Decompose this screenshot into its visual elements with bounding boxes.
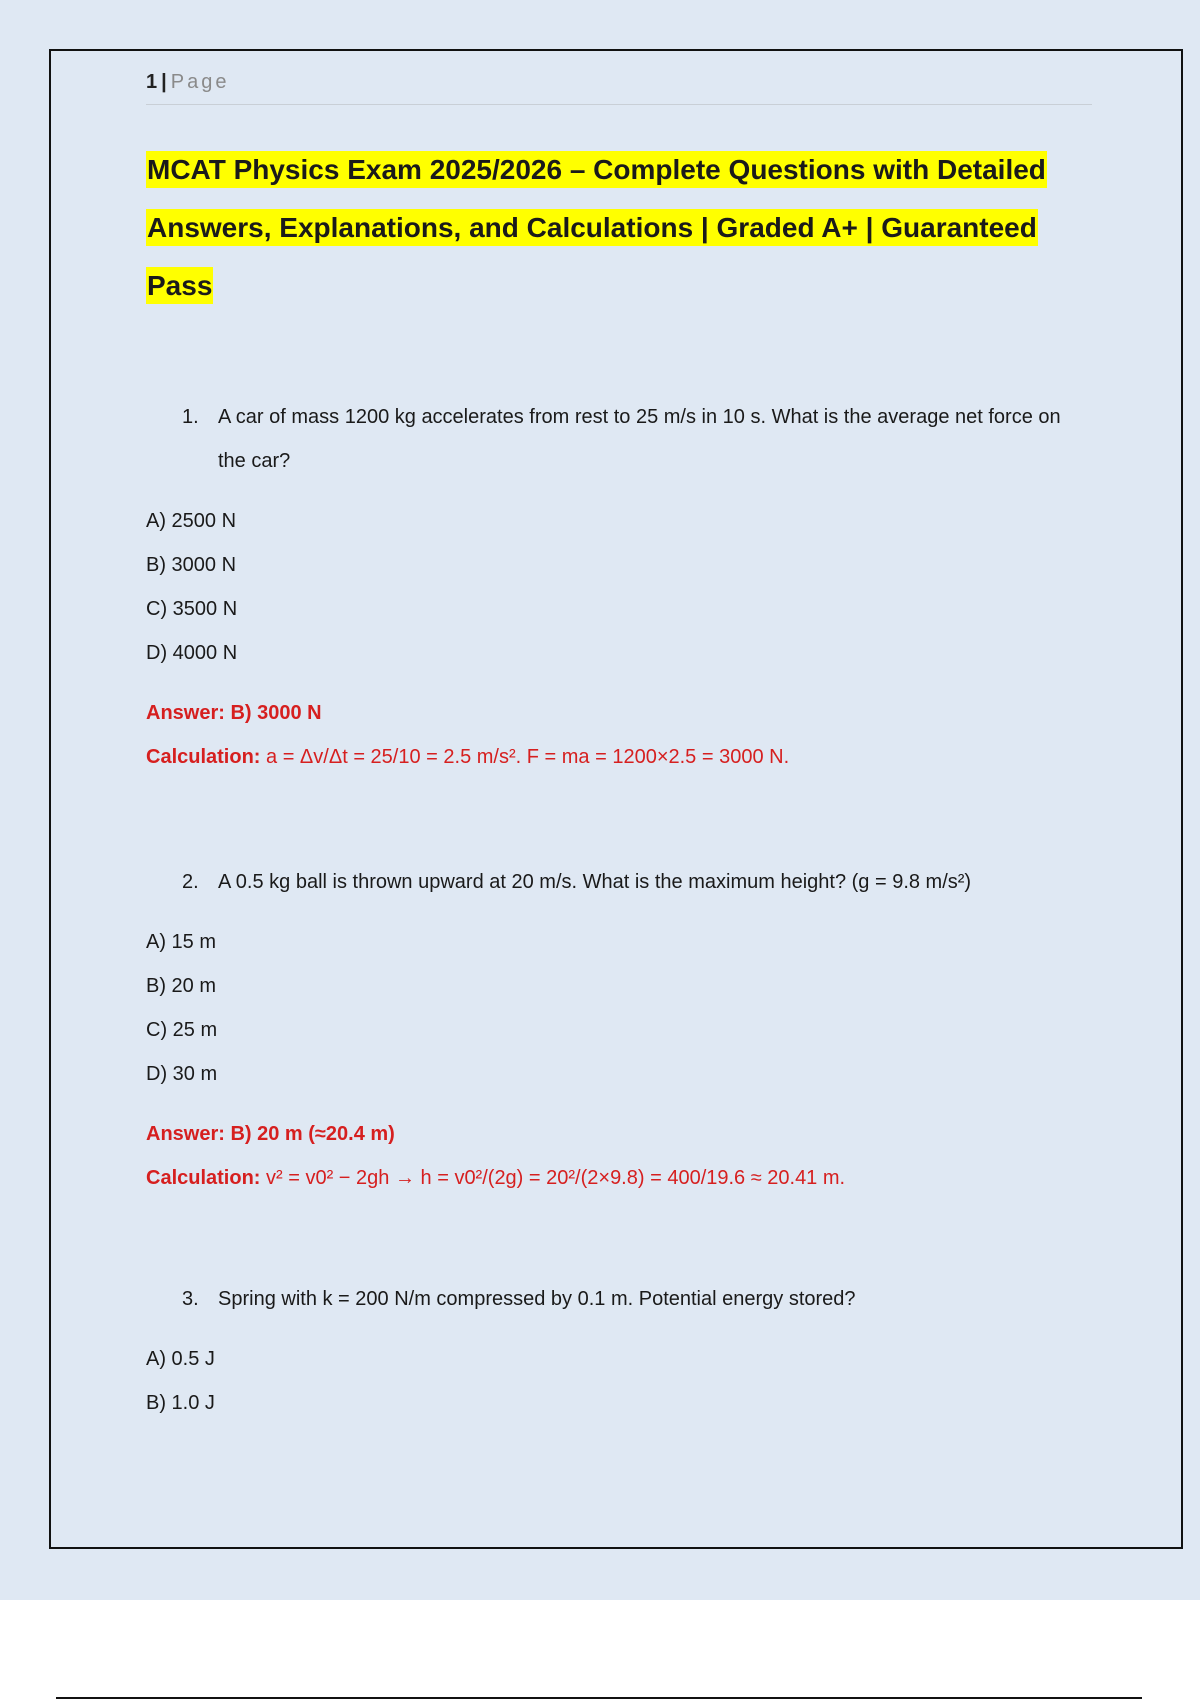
question-text [146,1277,1092,1321]
option-a: A) 0.5 J [146,1348,215,1370]
question-number: 2. [182,871,199,893]
question-3 [146,1277,1092,1425]
answer-block [146,691,1092,779]
option-b: B) 1.0 J [146,1392,215,1414]
page-separator: | [161,71,167,93]
option-b: B) 3000 N [146,554,237,576]
option-d: D) 4000 N [146,642,238,664]
calculation-label: Calculation: [146,746,261,768]
options-list [146,1337,1092,1425]
question-1 [146,395,1092,779]
calculation-text: v² = v0² − 2gh → h = v0²/(2g) = 20²/(2×9.8) = 400/19.6 ≈ 20.41 m. [260,1167,846,1189]
page-label: Page [170,71,230,93]
title-line-1: MCAT Physics Exam 2025/2026 – Complete Questions with Detailed [146,151,1047,188]
question-body: A car of mass 1200 kg accelerates from rest to 25 m/s in 10 s. What is the average net force on the car? [218,406,1061,472]
question-body: Spring with k = 200 N/m compressed by 0.1 m. Potential energy stored? [218,1288,856,1310]
option-b: B) 20 m [146,975,217,997]
question-number: 1. [182,406,199,428]
title-line-2: Answers, Explanations, and Calculations | Graded A+ | Guaranteed [146,209,1038,246]
page-header [146,70,1092,105]
question-text [146,860,1092,904]
calculation-line [146,735,1092,779]
answer-block [146,1112,1092,1200]
calculation-line [146,1156,1092,1200]
calculation-text: a = Δv/Δt = 25/10 = 2.5 m/s². F = ma = 1200×2.5 = 3000 N. [260,746,790,768]
option-a: A) 15 m [146,931,217,953]
document-title [146,141,1092,315]
options-list [146,499,1092,675]
question-2 [146,860,1092,1200]
options-list [146,920,1092,1096]
option-d: D) 30 m [146,1063,218,1085]
question-body: A 0.5 kg ball is thrown upward at 20 m/s. What is the maximum height? (g = 9.8 m/s²) [218,871,972,893]
calculation-label: Calculation: [146,1167,261,1189]
answer-line: Answer: B) 3000 N [146,702,322,724]
title-line-3: Pass [146,267,213,304]
option-a: A) 2500 N [146,510,237,532]
option-c: C) 3500 N [146,598,238,620]
question-number: 3. [182,1288,199,1310]
option-c: C) 25 m [146,1019,218,1041]
footer-rule [56,1697,1142,1699]
question-text [146,395,1092,483]
answer-line: Answer: B) 20 m (≈20.4 m) [146,1123,395,1145]
page-number: 1 [146,71,158,93]
document-content [146,70,1092,1414]
